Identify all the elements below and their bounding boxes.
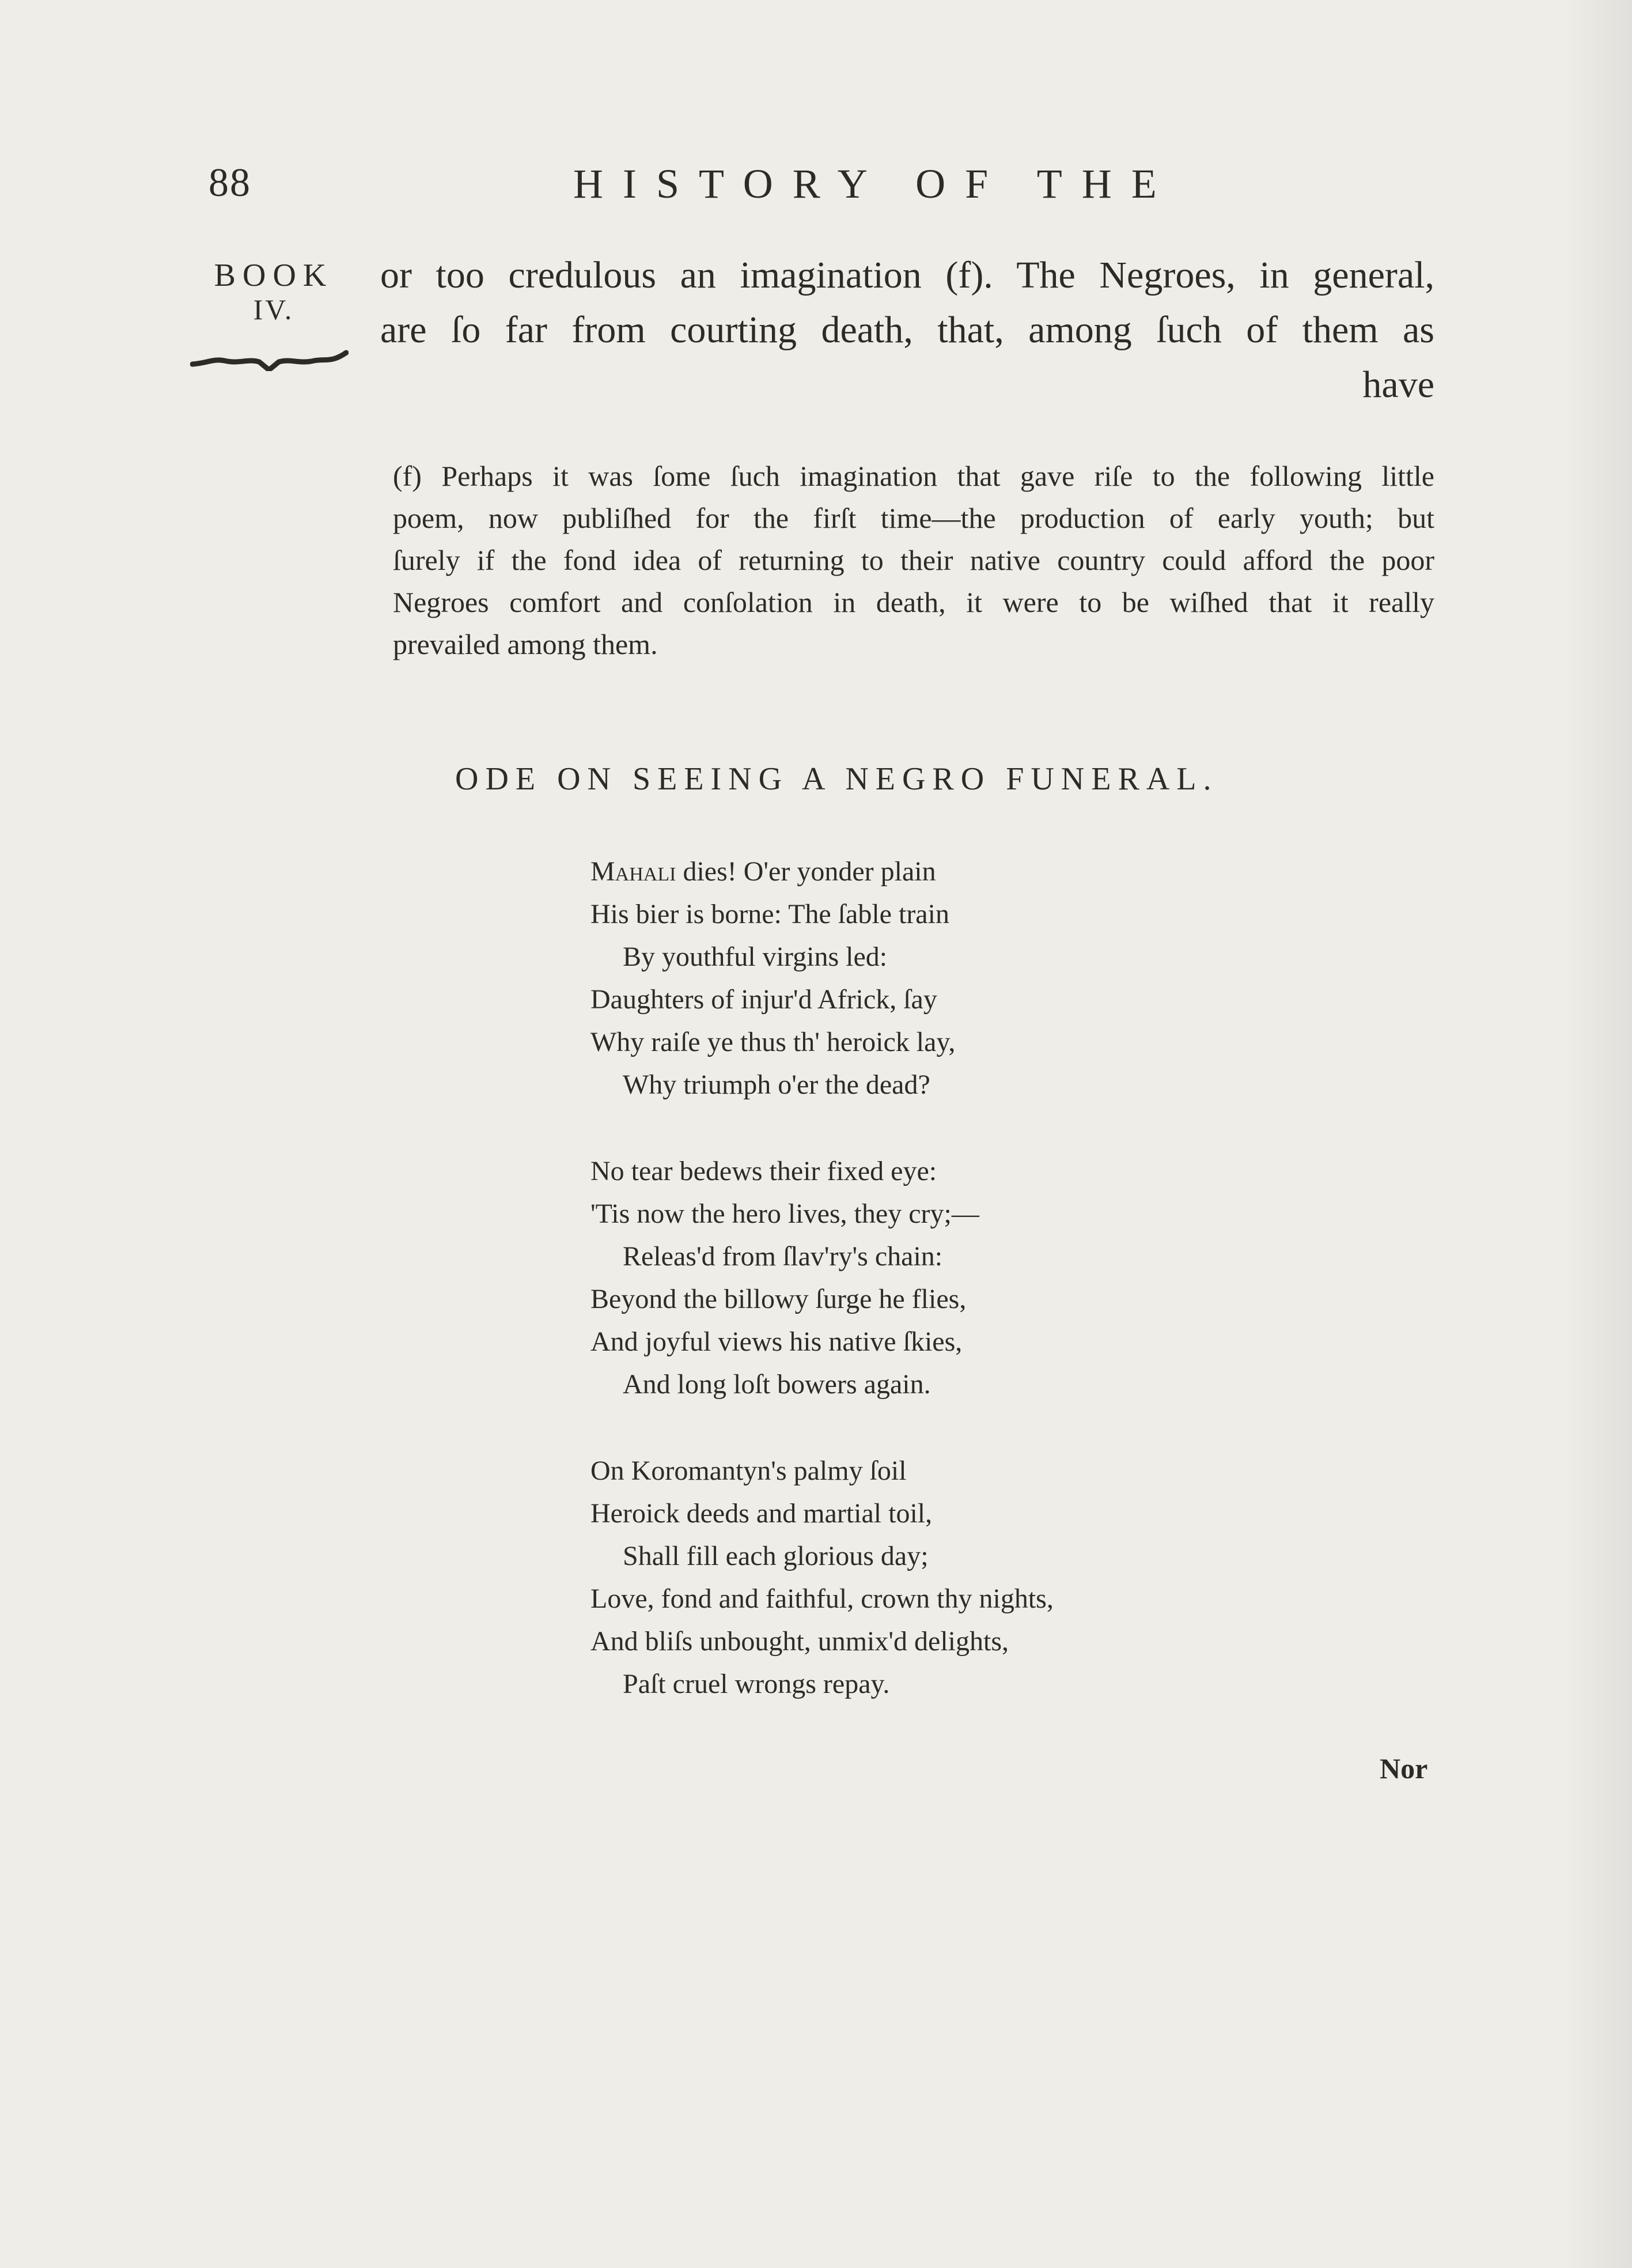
footnote-line: poem, now publiſhed for the firſt time—the production of early youth; but — [393, 502, 1434, 534]
verse-line: 'Tis now the hero lives, they cry;— — [590, 1199, 979, 1229]
brace-ornament — [190, 341, 349, 371]
verse-line: And joyful views his native ſkies, — [590, 1326, 963, 1357]
main-text-line: are ſo far from courting death, that, among ſuch of them as — [380, 309, 1434, 351]
footnote — [393, 455, 1434, 666]
verse-line: Heroick deeds and martial toil, — [590, 1498, 933, 1529]
margin-note — [199, 258, 349, 326]
verse-first-word: Mahali — [590, 856, 676, 887]
verse-line: Releas'd from ſlav'ry's chain: — [623, 1241, 943, 1272]
verse-line: And bliſs unbought, unmix'd delights, — [590, 1626, 1009, 1657]
main-text — [380, 248, 1434, 412]
verse-line: And long loſt bowers again. — [623, 1369, 931, 1400]
page-number: 88 — [209, 161, 251, 205]
verse-line: By youthful virgins led: — [623, 942, 888, 972]
main-text-line: or too credulous an imagination (f). The Negroes, in general, — [380, 254, 1434, 296]
running-head: HISTORY OF THE — [573, 161, 1176, 207]
margin-note-book: BOOK — [214, 258, 334, 293]
ode-title: ODE ON SEEING A NEGRO FUNERAL. — [455, 761, 1218, 797]
verse-line: His bier is borne: The ſable train — [590, 899, 949, 929]
margin-note-volume: IV. — [253, 293, 294, 326]
footnote-line: prevailed among them. — [393, 628, 658, 660]
gutter-shadow — [1563, 0, 1632, 2268]
verse-line: Why triumph o'er the dead? — [623, 1069, 930, 1100]
stanza-2 — [590, 1150, 979, 1406]
catchword-right: have — [1362, 364, 1434, 406]
footnote-line: (f) Perhaps it was ſome ſuch imagination that gave riſe to the following little — [393, 460, 1434, 492]
verse-line: Daughters of injur'd Africk, ſay — [590, 984, 937, 1015]
verse-line — [590, 850, 955, 893]
verse-line: No tear bedews their fixed eye: — [590, 1156, 937, 1186]
verse-line: Shall fill each glorious day; — [623, 1541, 929, 1571]
verse-line: Paſt cruel wrongs repay. — [623, 1669, 890, 1699]
verse-line: On Koromantyn's palmy ſoil — [590, 1456, 907, 1486]
verse-line: Why raiſe ye thus th' heroick lay, — [590, 1027, 956, 1057]
footnote-line: ſurely if the fond idea of returning to their native country could afford the poor — [393, 544, 1434, 576]
stanza-1 — [590, 850, 955, 1106]
stanza-3 — [590, 1450, 1054, 1706]
verse-line-rest: dies! O'er yonder plain — [676, 856, 936, 887]
verse-line: Love, fond and faithful, crown thy nights, — [590, 1583, 1054, 1614]
footnote-line: Negroes comfort and conſolation in death, it were to be wiſhed that it really — [393, 586, 1434, 618]
catchword-bottom: Nor — [1380, 1752, 1428, 1785]
verse-line: Beyond the billowy ſurge he flies, — [590, 1284, 967, 1314]
